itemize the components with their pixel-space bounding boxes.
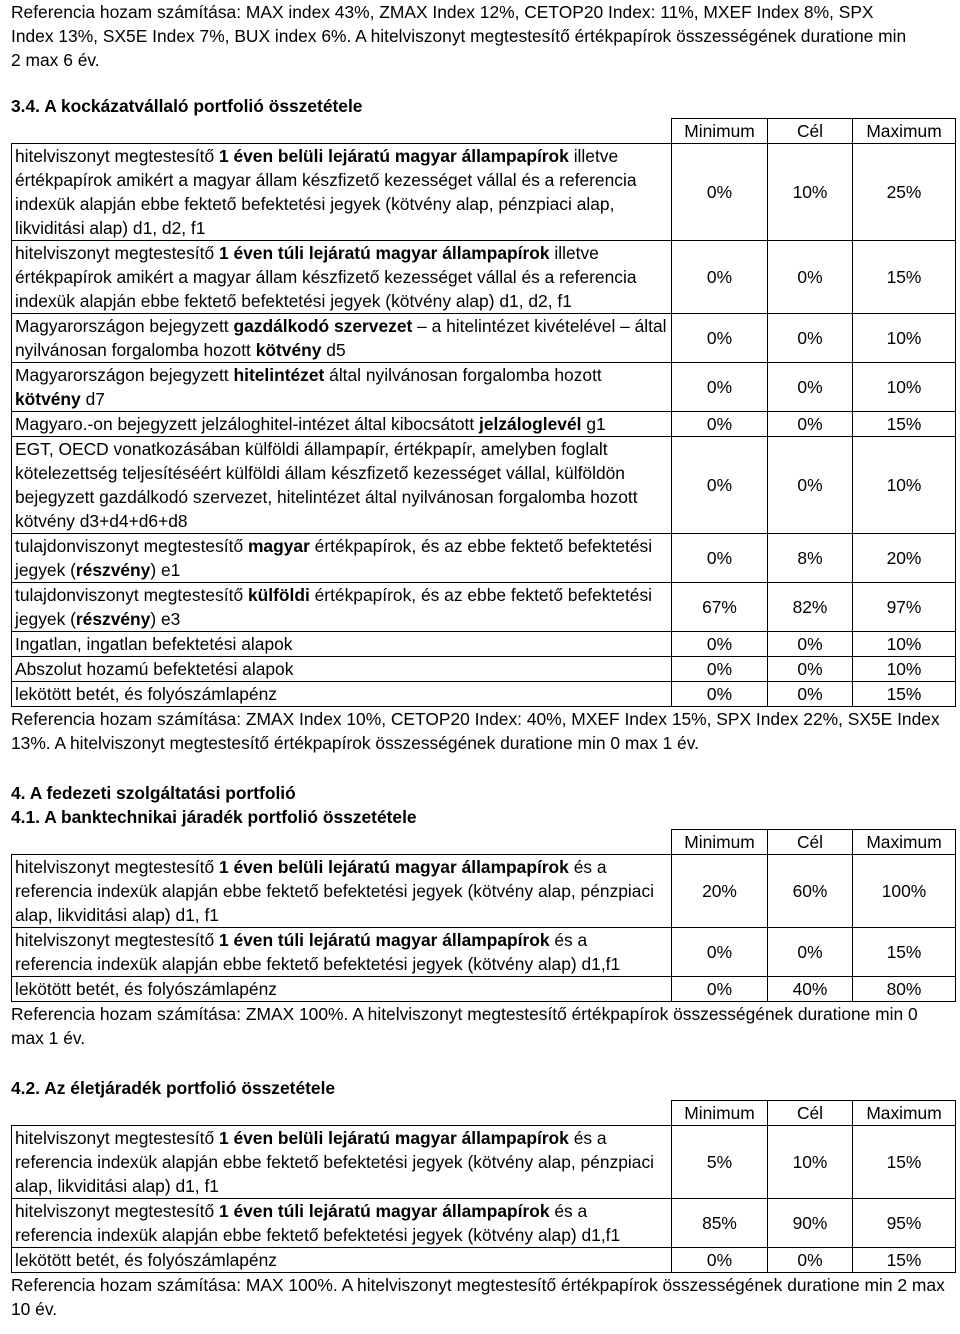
maximum-value: 15% xyxy=(853,412,956,437)
section-title: Az életjáradék portfolió összetétele xyxy=(44,1078,336,1098)
target-value: 0% xyxy=(768,412,853,437)
minimum-value: 0% xyxy=(672,314,768,363)
maximum-value: 15% xyxy=(853,928,956,977)
table-row xyxy=(12,1199,956,1248)
emphasis-text: kötvény xyxy=(255,340,322,360)
header-blank-cell xyxy=(12,119,672,144)
table-row xyxy=(12,632,956,657)
description-text: és a referencia indexük alapján ebbe fektető befektetési jegyek (kötvény alap) d1,f1 xyxy=(15,1201,621,1245)
target-value: 0% xyxy=(768,363,853,412)
description-text: ) e1 xyxy=(150,560,181,580)
section-number: 4.2. xyxy=(11,1078,41,1098)
description-text: illetve értékpapírok amikért a magyar állam készfizető kezességet vállal és a referencia indexük alapján ebbe fektető befektetési jegyek (kötvény alap) d1, d2, f1 xyxy=(15,243,637,311)
target-value: 0% xyxy=(768,632,853,657)
minimum-value: 0% xyxy=(672,437,768,534)
maximum-value: 10% xyxy=(853,657,956,682)
bank-annuity-table xyxy=(11,829,956,1002)
maximum-value: 97% xyxy=(853,583,956,632)
section-number: 4.1. xyxy=(11,807,41,827)
emphasis-text: részvény xyxy=(75,560,151,580)
top-reference-paragraph: Referencia hozam számítása: MAX index 43%, ZMAX Index 12%, CETOP20 Index: 11%, MXEF Index 8%, SPX Index 13%, SX5E Index 7%, BUX index 6%. A hitelviszonyt megtestesítő értékpapírok összességének duratione min 2 max 6 év. xyxy=(11,2,907,70)
minimum-value: 5% xyxy=(672,1126,768,1199)
maximum-value: 20% xyxy=(853,534,956,583)
header-target: Cél xyxy=(768,1101,853,1126)
description-text: Magyarországon bejegyzett xyxy=(15,365,234,385)
description-text: hitelviszonyt megtestesítő xyxy=(15,1128,219,1148)
target-value: 0% xyxy=(768,657,853,682)
target-value: 82% xyxy=(768,583,853,632)
description-text: tulajdonviszonyt megtestesítő xyxy=(15,536,248,556)
minimum-value: 0% xyxy=(672,928,768,977)
section-title: A banktechnikai járadék portfolió összetétele xyxy=(44,807,417,827)
header-target: Cél xyxy=(768,830,853,855)
description-text: és a referencia indexük alapján ebbe fektető befektetési jegyek (kötvény alap, pénzpiaci alap, likviditási alap) d1, f1 xyxy=(15,857,655,925)
row-description xyxy=(12,928,672,977)
minimum-value: 85% xyxy=(672,1199,768,1248)
description-text: Magyarországon bejegyzett xyxy=(15,316,234,336)
row-description xyxy=(12,363,672,412)
description-text: lekötött betét, és folyószámlapénz xyxy=(15,684,277,704)
header-maximum: Maximum xyxy=(853,830,956,855)
section-4-2-heading xyxy=(11,1076,955,1100)
table-row xyxy=(12,241,956,314)
maximum-value: 10% xyxy=(853,314,956,363)
minimum-value: 0% xyxy=(672,632,768,657)
minimum-value: 0% xyxy=(672,412,768,437)
emphasis-text: 1 éven belüli lejáratú magyar állampapírok xyxy=(218,1128,569,1148)
table-row xyxy=(12,928,956,977)
row-description xyxy=(12,632,672,657)
section-4-1-heading xyxy=(11,805,955,829)
target-value: 90% xyxy=(768,1199,853,1248)
maximum-value: 15% xyxy=(853,241,956,314)
table-row xyxy=(12,412,956,437)
section-title: A kockázatvállaló portfolió összetétele xyxy=(44,96,363,116)
description-text: hitelviszonyt megtestesítő xyxy=(15,857,219,877)
table-row xyxy=(12,363,956,412)
minimum-value: 0% xyxy=(672,241,768,314)
emphasis-text: 1 éven túli lejáratú magyar állampapírok xyxy=(218,1201,550,1221)
table-row xyxy=(12,144,956,241)
row-description xyxy=(12,412,672,437)
maximum-value: 10% xyxy=(853,363,956,412)
maximum-value: 15% xyxy=(853,1248,956,1273)
row-description xyxy=(12,1199,672,1248)
table-row xyxy=(12,1248,956,1273)
description-text: g1 xyxy=(581,414,606,434)
row-description xyxy=(12,144,672,241)
row-description xyxy=(12,314,672,363)
target-value: 0% xyxy=(768,682,853,707)
target-value: 0% xyxy=(768,241,853,314)
emphasis-text: 1 éven belüli lejáratú magyar állampapírok xyxy=(218,857,569,877)
target-value: 10% xyxy=(768,144,853,241)
target-value: 0% xyxy=(768,437,853,534)
section-number: 4. xyxy=(11,783,26,803)
minimum-value: 0% xyxy=(672,1248,768,1273)
table-row xyxy=(12,314,956,363)
header-blank-cell xyxy=(12,830,672,855)
emphasis-text: külföldi xyxy=(247,585,310,605)
emphasis-text: magyar xyxy=(247,536,310,556)
header-target: Cél xyxy=(768,119,853,144)
description-text: hitelviszonyt megtestesítő xyxy=(15,1201,219,1221)
description-text: d5 xyxy=(321,340,346,360)
description-text: lekötött betét, és folyószámlapénz xyxy=(15,979,277,999)
minimum-value: 67% xyxy=(672,583,768,632)
spacer xyxy=(11,755,955,781)
maximum-value: 10% xyxy=(853,632,956,657)
target-value: 10% xyxy=(768,1126,853,1199)
maximum-value: 25% xyxy=(853,144,956,241)
maximum-value: 100% xyxy=(853,855,956,928)
emphasis-text: hitelintézet xyxy=(233,365,325,385)
description-text: – a hitelintézet kivételével – által nyilvánosan forgalomba hozott xyxy=(15,316,667,360)
emphasis-text: 1 éven túli lejáratú magyar állampapírok xyxy=(218,930,550,950)
table-row xyxy=(12,977,956,1002)
table-header-row xyxy=(12,1101,956,1126)
section-3-4-heading xyxy=(11,94,955,118)
section-4-2-reference: Referencia hozam számítása: MAX 100%. A hitelviszonyt megtestesítő értékpapírok összességének duratione min 2 max 10 év. xyxy=(11,1275,945,1319)
description-text: tulajdonviszonyt megtestesítő xyxy=(15,585,248,605)
emphasis-text: gazdálkodó szervezet xyxy=(233,316,413,336)
description-text: Magyaro.-on bejegyzett jelzáloghitel-intézet által kibocsátott xyxy=(15,414,480,434)
target-value: 0% xyxy=(768,314,853,363)
minimum-value: 20% xyxy=(672,855,768,928)
maximum-value: 80% xyxy=(853,977,956,1002)
emphasis-text: 1 éven túli lejáratú magyar állampapírok xyxy=(218,243,550,263)
spacer xyxy=(11,1050,955,1076)
description-text: hitelviszonyt megtestesítő xyxy=(15,930,219,950)
header-maximum: Maximum xyxy=(853,119,956,144)
row-description xyxy=(12,855,672,928)
description-text: által nyilvánosan forgalomba hozott xyxy=(324,365,602,385)
row-description xyxy=(12,977,672,1002)
description-text: ) e3 xyxy=(150,609,181,629)
maximum-value: 95% xyxy=(853,1199,956,1248)
description-text: Abszolut hozamú befektetési alapok xyxy=(15,659,294,679)
table-row xyxy=(12,583,956,632)
description-text: illetve értékpapírok amikért a magyar állam készfizető kezességet vállal és a referencia indexük alapján ebbe fektető befektetési jegyek (kötvény alap, pénzpiaci alap, likviditási alap) d1, d2, f1 xyxy=(15,146,637,238)
row-description xyxy=(12,657,672,682)
table-row xyxy=(12,855,956,928)
description-text: és a referencia indexük alapján ebbe fektető befektetési jegyek (kötvény alap) d1,f1 xyxy=(15,930,621,974)
section-4-1-reference: Referencia hozam számítása: ZMAX 100%. A hitelviszonyt megtestesítő értékpapírok összességének duratione min 0 max 1 év. xyxy=(11,1004,918,1048)
header-minimum: Minimum xyxy=(672,1101,768,1126)
description-text: lekötött betét, és folyószámlapénz xyxy=(15,1250,277,1270)
minimum-value: 0% xyxy=(672,144,768,241)
description-text: Ingatlan, ingatlan befektetési alapok xyxy=(15,634,293,654)
description-text: hitelviszonyt megtestesítő xyxy=(15,146,219,166)
life-annuity-table xyxy=(11,1100,956,1273)
target-value: 8% xyxy=(768,534,853,583)
row-description xyxy=(12,583,672,632)
emphasis-text: részvény xyxy=(75,609,151,629)
description-text: és a referencia indexük alapján ebbe fektető befektetési jegyek (kötvény alap, pénzpiaci alap, likviditási alap) d1, f1 xyxy=(15,1128,655,1196)
document-page xyxy=(11,0,955,1321)
target-value: 40% xyxy=(768,977,853,1002)
description-text: értékpapírok, és az ebbe fektető befektetési jegyek ( xyxy=(15,536,653,580)
table-header-row xyxy=(12,119,956,144)
table-header-row xyxy=(12,830,956,855)
section-title: A fedezeti szolgáltatási portfolió xyxy=(29,783,296,803)
section-3-4-reference: Referencia hozam számítása: ZMAX Index 10%, CETOP20 Index: 40%, MXEF Index 15%, SPX Index 22%, SX5E Index 13%. A hitelviszonyt megtestesítő értékpapírok összességének duratione min 0 max 1 év. xyxy=(11,709,940,753)
row-description xyxy=(12,1126,672,1199)
table-row xyxy=(12,437,956,534)
section-number: 3.4. xyxy=(11,96,41,116)
maximum-value: 15% xyxy=(853,1126,956,1199)
minimum-value: 0% xyxy=(672,682,768,707)
header-blank-cell xyxy=(12,1101,672,1126)
table-row xyxy=(12,657,956,682)
header-minimum: Minimum xyxy=(672,119,768,144)
row-description xyxy=(12,241,672,314)
target-value: 0% xyxy=(768,928,853,977)
table-row xyxy=(12,534,956,583)
section-4-heading xyxy=(11,781,955,805)
description-text: hitelviszonyt megtestesítő xyxy=(15,243,219,263)
target-value: 0% xyxy=(768,1248,853,1273)
emphasis-text: kötvény xyxy=(15,389,81,409)
target-value: 60% xyxy=(768,855,853,928)
row-description xyxy=(12,682,672,707)
minimum-value: 0% xyxy=(672,977,768,1002)
maximum-value: 15% xyxy=(853,682,956,707)
row-description xyxy=(12,437,672,534)
emphasis-text: jelzáloglevél xyxy=(479,414,582,434)
minimum-value: 0% xyxy=(672,534,768,583)
header-minimum: Minimum xyxy=(672,830,768,855)
table-row xyxy=(12,1126,956,1199)
row-description xyxy=(12,534,672,583)
risk-portfolio-table xyxy=(11,118,956,707)
table-row xyxy=(12,682,956,707)
description-text: EGT, OECD vonatkozásában külföldi állampapír, értékpapír, amelyben foglalt kötelezettség teljesítéséért külföldi állam készfizető kezességet vállal, külföldön bejegyzett gazdálkodó szervezet, hitelintézet által nyilvánosan forgalomba hozott kötvény d3+d4+d6+d8 xyxy=(15,439,638,531)
description-text: d7 xyxy=(80,389,105,409)
header-maximum: Maximum xyxy=(853,1101,956,1126)
emphasis-text: 1 éven belüli lejáratú magyar állampapírok xyxy=(218,146,569,166)
description-text: értékpapírok, és az ebbe fektető befektetési jegyek ( xyxy=(15,585,653,629)
spacer xyxy=(11,72,955,94)
row-description xyxy=(12,1248,672,1273)
minimum-value: 0% xyxy=(672,657,768,682)
maximum-value: 10% xyxy=(853,437,956,534)
minimum-value: 0% xyxy=(672,363,768,412)
